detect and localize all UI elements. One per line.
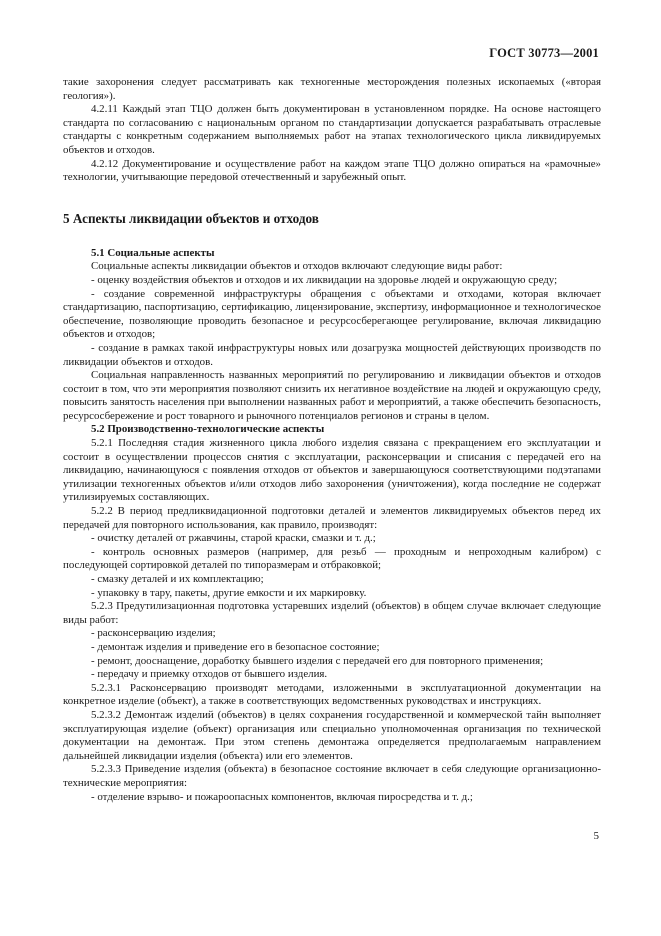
paragraph-5-2-3-2: 5.2.3.2 Демонтаж изделий (объектов) в целях сохранения государственной и коммерческой тайн выполняет эксплуатирующая изделие (объект) организация или специально уполномоченная организация по технической документации на демонтаж. При этом степень демонтажа определяется предполагаемым направлением дальнейшей ликвидации изделия (объекта) или его элементов. — [63, 708, 601, 762]
list-item: - передачу и приемку отходов от бывшего изделия. — [91, 668, 328, 681]
paragraph: Социальные аспекты ликвидации объектов и отходов включают следующие виды работ: — [91, 260, 503, 273]
paragraph-5-2-3-3: 5.2.3.3 Приведение изделия (объекта) в безопасное состояние включает в себя следующие организационно-технические мероприятия: — [63, 763, 601, 789]
paragraph-5-2-3: 5.2.3 Предутилизационная подготовка устаревших изделий (объектов) в общем случае включает следующие виды работ: — [63, 600, 601, 626]
standard-header: ГОСТ 30773—2001 — [489, 46, 599, 60]
list-item: - ремонт, дооснащение, доработку бывшего изделия с передачей его для повторного применения; — [91, 654, 544, 667]
list-item: - контроль основных размеров (например, для резьб — проходным и непроходным калибром) с последующей сортировкой деталей по типоразмерам и отбраковкой; — [63, 545, 601, 572]
document-body — [63, 76, 601, 804]
list-item: - создание современной инфраструктуры обращения с объектами и отходами, которая включает стандартизацию, паспортизацию, сертификацию, лицензирование, экспертизу, информационное и технологическое обеспечение, позволяющие проводить безопасное и ресурсосберегающее регулирование, включая ликвидацию объектов и отходов; — [63, 287, 601, 341]
list-item: - создание в рамках такой инфраструктуры новых или дозагрузка мощностей действующих производств по ликвидации объектов и отходов. — [63, 341, 601, 368]
paragraph: Социальная направленность названных мероприятий по регулированию и ликвидации объектов и отходов состоит в том, что эти мероприятия позволяют снизить их негативное воздействие на людей и окружающую среду, повысить занятость населения при выполнении названных работ и мероприятий, а также обеспечить безопасность, ресурсосбережение и рост товарного и рыночного потенциалов регионов и страны в целом. — [63, 369, 601, 422]
list-item: - отделение взрыво- и пожароопасных компонентов, включая пиросредства и т. д.; — [91, 790, 473, 803]
paragraph-5-2-1: 5.2.1 Последняя стадия жизненного цикла любого изделия связана с прекращением его эксплуатации и состоит в осуществлении процессов снятия с эксплуатации, расконсервации и списания с передачей его на ликвидацию, начинающуюся с появления отходов от объектов и завершающуюся соответствующими подэтапами утилизации техногенных объектов и/или отходов либо захоронения (уничтожения), когда последние не содержат утилизируемых составляющих. — [63, 437, 601, 504]
subsection-5-1-heading: 5.1 Социальные аспекты — [91, 246, 215, 259]
list-item: - оценку воздействия объектов и отходов и их ликвидации на здоровье людей и окружающую среду; — [91, 273, 558, 286]
paragraph-4-2-11: 4.2.11 Каждый этап ТЦО должен быть документирован в установленном порядке. На основе настоящего стандарта по согласованию с национальным органом по стандартизации допускается разрабатывать отраслевые стандарты с конкретным содержанием выполняемых работ на этапах технологического цикла ликвидируемых объектов и отходов. — [63, 103, 601, 156]
list-item: - упаковку в тару, пакеты, другие емкости и их маркировку. — [91, 586, 367, 599]
list-item: - смазку деталей и их комплектацию; — [91, 573, 264, 585]
paragraph-5-2-2: 5.2.2 В период предликвидационной подготовки деталей и элементов ликвидируемых объектов перед их передачей для повторного использования, как правило, производят: — [63, 505, 601, 531]
paragraph-4-2-12: 4.2.12 Документирование и осуществление работ на каждом этапе ТЦО должно опираться на «рамочные» технологии, учитывающие передовой отечественный и зарубежный опыт. — [63, 157, 601, 184]
list-item: - демонтаж изделия и приведение его в безопасное состояние; — [91, 640, 380, 653]
subsection-5-2-heading: 5.2 Производственно-технологические аспекты — [91, 423, 325, 436]
paragraph: такие захоронения следует рассматривать как техногенные месторождения полезных ископаемых («вторая геология»). — [63, 76, 601, 102]
section-5-heading: 5 Аспекты ликвидации объектов и отходов — [63, 210, 319, 226]
page-number: 5 — [593, 830, 599, 842]
list-item: - расконсервацию изделия; — [91, 627, 216, 640]
list-item: - очистку деталей от ржавчины, старой краски, смазки и т. д.; — [91, 532, 376, 545]
paragraph-5-2-3-1: 5.2.3.1 Расконсервацию производят методами, изложенными в эксплуатационной документации на конкретное изделие (объект), а также в соответствующих ведомственных руководствах и инструкциях. — [63, 681, 601, 708]
